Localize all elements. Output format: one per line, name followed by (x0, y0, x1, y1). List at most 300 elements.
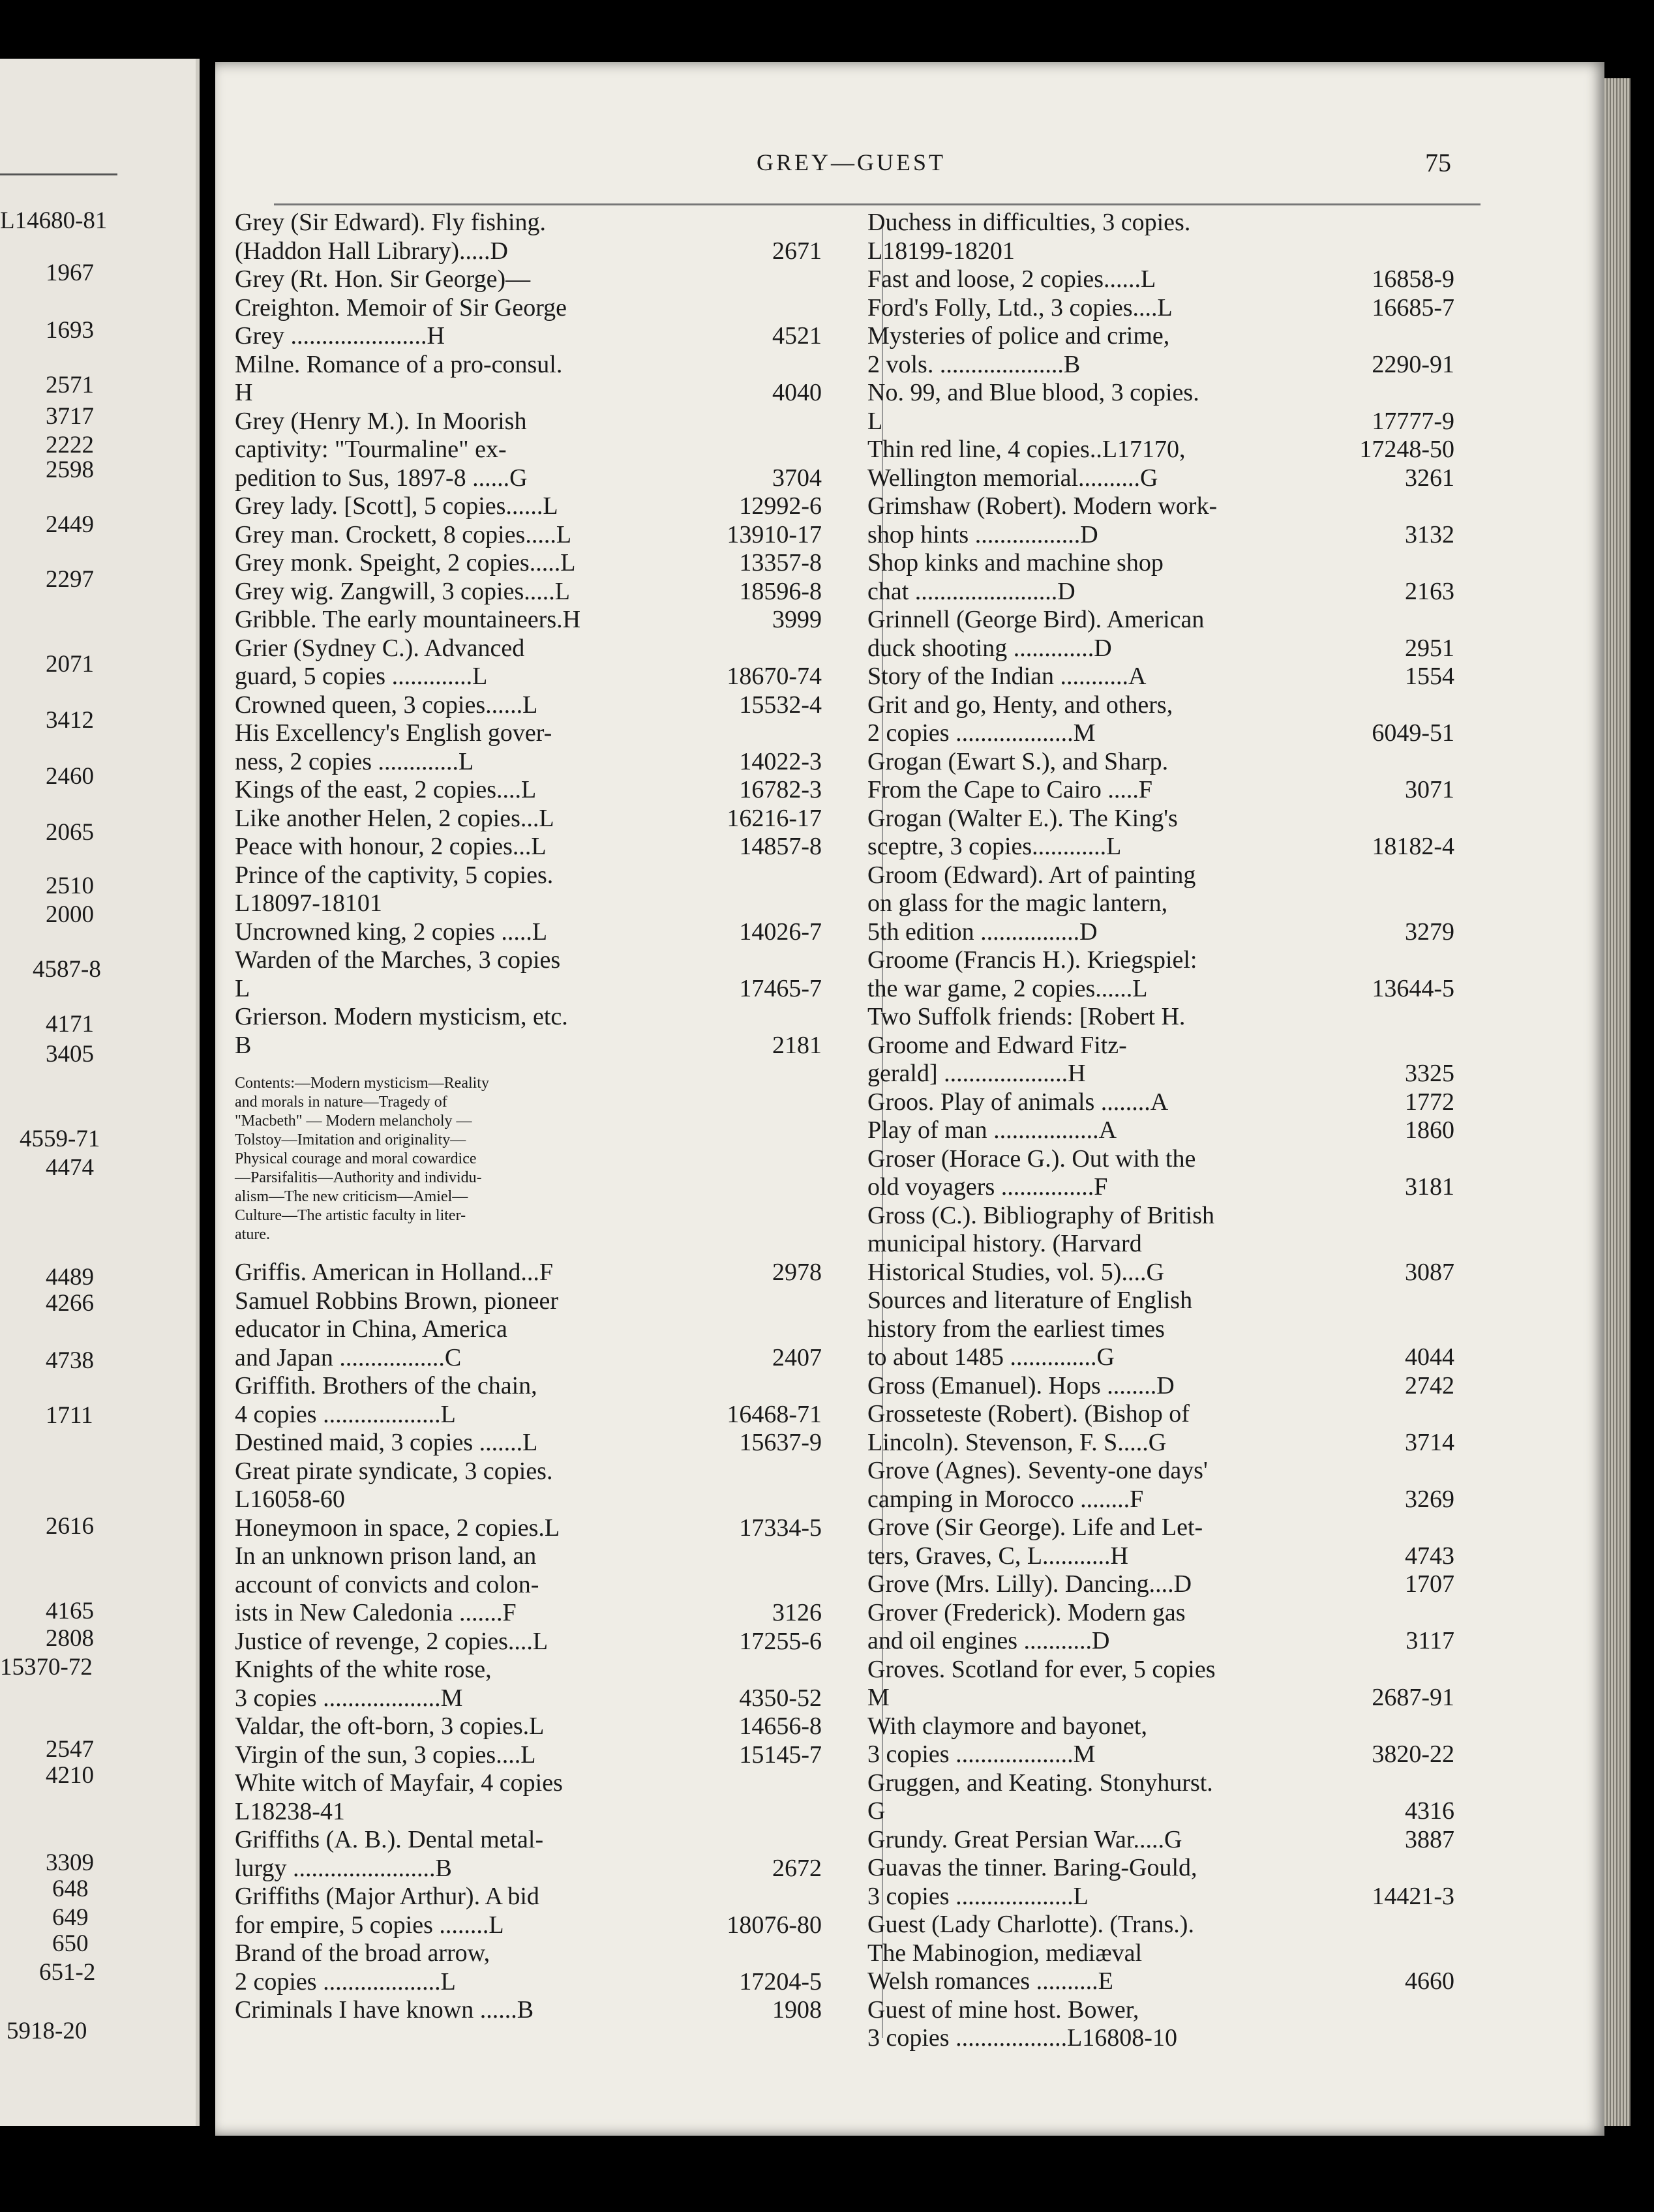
entry-text: Grit and go, Henty, and others, (867, 691, 1173, 719)
entry-text: B (235, 1031, 252, 1059)
entry-text: history from the earliest times (867, 1315, 1165, 1343)
index-line (235, 1996, 822, 2025)
entry-text: Grey (Sir Edward). Fly fishing. (235, 209, 547, 236)
entry-text: and oil engines ...........D (867, 1627, 1110, 1654)
entry-text: Two Suffolk friends: [Robert H. (867, 1003, 1186, 1030)
index-line (235, 833, 822, 861)
index-line (235, 1112, 822, 1131)
index-line (867, 1514, 1454, 1542)
entry-text: Grier (Sydney C.). Advanced (235, 634, 525, 662)
index-line (867, 1684, 1454, 1712)
entry-text: Fast and loose, 2 copies......L (867, 265, 1156, 293)
index-line (867, 889, 1454, 918)
left-page-number: 2449 (46, 511, 94, 538)
left-page-number: 4266 (46, 1290, 94, 1317)
index-line (867, 436, 1454, 464)
entry-text: Grey wig. Zangwill, 3 copies.....L (235, 577, 570, 605)
index-line (867, 663, 1454, 691)
left-page-number: 3309 (46, 1849, 94, 1876)
index-line (867, 408, 1454, 436)
entry-number: 13910-17 (727, 520, 822, 548)
entry-text: Grove (Agnes). Seventy-one days' (867, 1457, 1208, 1484)
index-line (235, 1826, 822, 1855)
index-line (235, 805, 822, 833)
entry-text: Guavas the tinner. Baring-Gould, (867, 1854, 1197, 1881)
index-line (235, 1188, 822, 1206)
index-line (235, 1939, 822, 1968)
entry-number: 2978 (772, 1259, 822, 1286)
entry-text: Samuel Robbins Brown, pioneer (235, 1287, 559, 1315)
entry-text: Ford's Folly, Ltd., 3 copies....L (867, 293, 1173, 321)
entry-text: Uncrowned king, 2 copies .....L (235, 918, 548, 946)
index-line (867, 1259, 1454, 1287)
entry-number: 3117 (1406, 1627, 1454, 1654)
index-line (867, 1343, 1454, 1372)
index-line (867, 464, 1454, 493)
index-line (235, 1150, 822, 1169)
index-line (235, 861, 822, 890)
entry-number: 17248-50 (1359, 436, 1454, 463)
index-line (867, 691, 1454, 720)
index-line (235, 1684, 822, 1713)
entry-number: 6049-51 (1372, 719, 1454, 747)
entry-text: on glass for the magic lantern, (867, 889, 1168, 917)
entry-text: camping in Morocco ........F (867, 1485, 1144, 1513)
entry-text: —Parsifalitis—Authority and individu- (235, 1169, 482, 1186)
index-line (867, 1854, 1454, 1883)
entry-text: Grimshaw (Robert). Modern work- (867, 492, 1218, 520)
entry-text: Prince of the captivity, 5 copies. (235, 861, 554, 889)
index-line (867, 1060, 1454, 1088)
entry-text: 3 copies ...................M (235, 1684, 463, 1712)
entry-text: M (867, 1684, 890, 1711)
index-line (867, 1911, 1454, 1939)
entry-text: Griffiths (Major Arthur). A bid (235, 1883, 539, 1910)
index-line (867, 294, 1454, 323)
entry-number: 3269 (1405, 1485, 1454, 1513)
entry-text: Guest (Lady Charlotte). (Trans.). (867, 1911, 1194, 1938)
index-line (867, 1939, 1454, 1968)
right-column (867, 209, 1454, 2053)
entry-number: 3887 (1405, 1825, 1454, 1853)
entry-text: Justice of revenge, 2 copies....L (235, 1627, 549, 1655)
entry-text: L16058-60 (235, 1486, 345, 1513)
index-line (867, 776, 1454, 805)
index-line (235, 1169, 822, 1188)
entry-text: Grogan (Walter E.). The King's (867, 804, 1178, 832)
index-line (235, 1060, 822, 1074)
entry-number: 3820-22 (1372, 1741, 1454, 1768)
index-line (867, 1457, 1454, 1486)
left-page-number: 1711 (46, 1402, 93, 1429)
entry-number: 14656-8 (739, 1712, 822, 1740)
index-line (235, 379, 822, 408)
index-line (235, 1206, 822, 1225)
index-line (235, 1968, 822, 1997)
entry-number: 17255-6 (739, 1627, 822, 1655)
entry-number: 2290-91 (1372, 350, 1454, 378)
index-line (235, 1712, 822, 1741)
index-line (235, 1372, 822, 1401)
index-line (867, 606, 1454, 635)
entry-text: for empire, 5 copies ........L (235, 1911, 504, 1939)
index-line (867, 635, 1454, 663)
entry-text: Groome and Edward Fitz- (867, 1031, 1127, 1059)
entry-number: 3181 (1405, 1173, 1454, 1201)
left-page-number: 651-2 (39, 1959, 96, 1986)
running-head: GREY—GUEST (757, 149, 946, 175)
index-line (867, 2024, 1454, 2053)
entry-text: Grundy. Great Persian War.....G (867, 1825, 1182, 1853)
entry-number: 15637-9 (739, 1429, 822, 1456)
index-line (235, 1131, 822, 1150)
entry-text: Creighton. Memoir of Sir George (235, 293, 567, 321)
entry-text: Griffis. American in Holland...F (235, 1259, 553, 1286)
index-line (235, 1344, 822, 1373)
left-page-number: 2000 (46, 901, 94, 928)
entry-number: 2742 (1405, 1371, 1454, 1399)
entry-text: Duchess in difficulties, 3 copies. (867, 209, 1191, 236)
entry-text: Peace with honour, 2 copies...L (235, 833, 547, 860)
index-line (867, 1769, 1454, 1798)
index-line (235, 1401, 822, 1429)
entry-text: Grey lady. [Scott], 5 copies......L (235, 492, 558, 520)
entry-number: 3261 (1405, 464, 1454, 492)
entry-text: With claymore and bayonet, (867, 1712, 1147, 1740)
index-line (867, 1570, 1454, 1599)
entry-text: Grosseteste (Robert). (Bishop of (867, 1400, 1190, 1427)
index-line (235, 209, 822, 237)
entry-text: 4 copies ...................L (235, 1400, 456, 1428)
entry-text: ature. (235, 1226, 270, 1243)
index-line (867, 1230, 1454, 1259)
entry-text: Sources and literature of English (867, 1287, 1193, 1314)
index-line (235, 1457, 822, 1486)
entry-text: White witch of Mayfair, 4 copies (235, 1769, 563, 1797)
index-line (235, 322, 822, 351)
entry-text: Story of the Indian ...........A (867, 663, 1147, 690)
entry-text: to about 1485 ..............G (867, 1343, 1115, 1371)
index-line (867, 521, 1454, 550)
index-line (235, 1315, 822, 1344)
entry-text: ists in New Caledonia .......F (235, 1599, 517, 1626)
index-line (235, 1855, 822, 1883)
entry-text: 3 copies ..................L16808-10 (867, 2024, 1177, 2052)
entry-text: Mysteries of police and crime, (867, 322, 1170, 350)
left-page-number: 1967 (46, 260, 94, 286)
entry-number: 14421-3 (1372, 1882, 1454, 1910)
entry-number: 16685-7 (1372, 293, 1454, 321)
index-line (867, 492, 1454, 521)
index-line (235, 1259, 822, 1287)
left-page-number: 4165 (46, 1598, 94, 1624)
index-line (235, 1225, 822, 1244)
entry-text: Groome (Francis H.). Kriegspiel: (867, 946, 1197, 974)
left-page-number: 3412 (46, 707, 94, 734)
index-line (867, 748, 1454, 777)
index-line (235, 1486, 822, 1514)
entry-text: Lincoln). Stevenson, F. S.....G (867, 1428, 1167, 1456)
left-page-number: 4738 (46, 1347, 94, 1374)
index-line (235, 1074, 822, 1093)
entry-text: (Haddon Hall Library).....D (235, 237, 508, 265)
entry-text: L18238-41 (235, 1797, 345, 1825)
page-edge (1604, 78, 1631, 2126)
index-line (867, 1826, 1454, 1855)
entry-text: Griffiths (A. B.). Dental metal- (235, 1826, 544, 1853)
left-page-number: 4474 (46, 1154, 94, 1181)
entry-text: "Macbeth" — Modern melancholy — (235, 1113, 472, 1129)
entry-number: 3704 (772, 464, 822, 492)
index-line (235, 492, 822, 521)
index-line (867, 946, 1454, 975)
index-line (867, 1883, 1454, 1911)
index-line (867, 975, 1454, 1004)
entry-text: Shop kinks and machine shop (867, 549, 1164, 576)
left-page-number: 2547 (46, 1736, 94, 1763)
entry-text: duck shooting .............D (867, 634, 1112, 662)
index-line (235, 1798, 822, 1827)
entry-text: educator in China, America (235, 1315, 507, 1343)
left-page-number: 2808 (46, 1625, 94, 1652)
entry-number: 1554 (1405, 663, 1454, 690)
entry-text: 5th edition ................D (867, 918, 1098, 946)
entry-text: L18199-18201 (867, 237, 1015, 265)
entry-text: Destined maid, 3 copies .......L (235, 1429, 538, 1456)
entry-text: Crowned queen, 3 copies......L (235, 691, 538, 719)
index-line (867, 209, 1454, 237)
entry-text: Grey man. Crockett, 8 copies.....L (235, 520, 572, 548)
entry-text: Great pirate syndicate, 3 copies. (235, 1457, 553, 1485)
left-page-number: 4559-71 (20, 1126, 100, 1152)
entry-number: 3279 (1405, 918, 1454, 946)
left-page-number: L14680-81 (0, 207, 108, 234)
index-line (867, 1088, 1454, 1117)
entry-number: 3325 (1405, 1060, 1454, 1087)
entry-number: 12992-6 (739, 492, 822, 520)
entry-text: Groser (Horace G.). Out with the (867, 1144, 1196, 1173)
left-page-number: 2297 (46, 566, 94, 593)
index-line (235, 549, 822, 578)
index-line (235, 719, 822, 748)
index-line (235, 1769, 822, 1798)
entry-text: No. 99, and Blue blood, 3 copies. (867, 379, 1199, 406)
entry-text: Virgin of the sun, 3 copies....L (235, 1741, 536, 1769)
left-page-number: 2598 (46, 456, 94, 483)
left-page-number: 15370-72 (0, 1654, 93, 1681)
entry-number: 2163 (1405, 577, 1454, 605)
entry-number: 17204-5 (739, 1967, 822, 1995)
entry-number: 4044 (1405, 1343, 1454, 1371)
entry-text: Welsh romances ..........E (867, 1967, 1113, 1995)
entry-text: Griffith. Brothers of the chain, (235, 1372, 537, 1399)
entry-number: 16858-9 (1372, 265, 1454, 293)
entry-text: L (867, 407, 883, 435)
entry-text: shop hints .................D (867, 520, 1098, 548)
index-line (235, 1287, 822, 1316)
entry-text: Criminals I have known ......B (235, 1996, 534, 2024)
entry-number: 15532-4 (739, 691, 822, 719)
entry-number: 4743 (1405, 1542, 1454, 1570)
entry-text: Knights of the white rose, (235, 1656, 492, 1683)
entry-number: 2951 (1405, 634, 1454, 662)
index-line (867, 1202, 1454, 1231)
entry-text: 3 copies ...................M (867, 1741, 1096, 1768)
index-line (867, 1315, 1454, 1344)
index-line (867, 1712, 1454, 1741)
left-page-number: 2222 (46, 432, 94, 458)
entry-text: 3 copies ...................L (867, 1882, 1089, 1910)
entry-text: sceptre, 3 copies............L (867, 833, 1122, 860)
left-page-number: 2510 (46, 873, 94, 899)
index-line (235, 1883, 822, 1911)
entry-number: 16782-3 (739, 776, 822, 803)
entry-text: Wellington memorial..........G (867, 464, 1158, 492)
left-page-number: 4171 (46, 1011, 94, 1038)
index-line (867, 1627, 1454, 1656)
entry-text: Gross (C.). Bibliography of British (867, 1201, 1214, 1229)
left-page-number: 3717 (46, 403, 94, 430)
entry-text: Kings of the east, 2 copies....L (235, 776, 537, 803)
index-line (235, 1032, 822, 1060)
index-line (867, 833, 1454, 861)
entry-number: 4660 (1405, 1967, 1454, 1995)
index-line (867, 1372, 1454, 1401)
entry-text: old voyagers ...............F (867, 1173, 1108, 1201)
entry-text: Grey (Henry M.). In Moorish (235, 407, 527, 435)
entry-number: 4521 (772, 322, 822, 350)
index-line (867, 549, 1454, 578)
entry-number: 14857-8 (739, 833, 822, 860)
entry-text: H (235, 379, 253, 406)
left-page-number: 2071 (46, 651, 94, 678)
entry-text: Gruggen, and Keating. Stonyhurst. (867, 1769, 1213, 1797)
index-line (867, 237, 1454, 266)
entry-number: 3071 (1405, 776, 1454, 803)
index-line (235, 1093, 822, 1112)
entry-text: Play of man .................A (867, 1116, 1117, 1144)
entry-text: Grove (Mrs. Lilly). Dancing....D (867, 1570, 1192, 1598)
index-line (867, 265, 1454, 294)
index-line (235, 1244, 822, 1259)
index-line (235, 776, 822, 805)
entry-text: His Excellency's English gover- (235, 719, 552, 747)
entry-text: Gribble. The early mountaineers.H (235, 606, 581, 633)
left-page-number: 649 (52, 1904, 89, 1931)
left-page-number: 2571 (46, 372, 94, 398)
entry-number: 13357-8 (739, 549, 822, 576)
index-line (867, 1116, 1454, 1145)
entry-text: municipal history. (Harvard (867, 1230, 1142, 1257)
index-line (235, 521, 822, 550)
entry-text: Culture—The artistic faculty in liter- (235, 1207, 466, 1224)
entry-text: 2 copies ...................L (235, 1967, 456, 1995)
index-line (235, 408, 822, 436)
entry-text: Grinnell (George Bird). American (867, 606, 1205, 633)
entry-number: 1908 (772, 1996, 822, 2024)
index-line (867, 805, 1454, 833)
entry-number: 15145-7 (739, 1741, 822, 1769)
entry-number: 16468-71 (727, 1400, 822, 1428)
left-page-number: 1693 (46, 317, 94, 344)
entry-number: 3126 (772, 1599, 822, 1626)
index-line (867, 1797, 1454, 1826)
entry-number: 14026-7 (739, 918, 822, 946)
entry-text: gerald] ....................H (867, 1060, 1086, 1087)
entry-text: Groom (Edward). Art of painting (867, 861, 1196, 889)
index-line (867, 1287, 1454, 1315)
entry-text: In an unknown prison land, an (235, 1542, 537, 1570)
index-line (867, 351, 1454, 380)
entry-number: 4040 (772, 379, 822, 406)
index-line (867, 861, 1454, 890)
entry-text: Grierson. Modern mysticism, etc. (235, 1003, 568, 1030)
entry-text: Gross (Emanuel). Hops ........D (867, 1371, 1175, 1399)
entry-number: 18182-4 (1372, 833, 1454, 860)
index-line (867, 1656, 1454, 1684)
index-line (867, 1542, 1454, 1571)
entry-text: and Japan .................C (235, 1343, 462, 1371)
entry-number: 4350-52 (739, 1684, 822, 1712)
index-line (867, 719, 1454, 748)
index-line (235, 1514, 822, 1543)
entry-text: Valdar, the oft-born, 3 copies.L (235, 1712, 545, 1740)
index-line (235, 975, 822, 1004)
index-line (235, 578, 822, 606)
entry-text: Brand of the broad arrow, (235, 1939, 490, 1967)
entry-number: 2672 (772, 1854, 822, 1882)
index-line (235, 436, 822, 464)
index-line (867, 1996, 1454, 2025)
entry-text: Groos. Play of animals ........A (867, 1088, 1169, 1116)
index-line (867, 1173, 1454, 1202)
entry-number: 2671 (772, 237, 822, 265)
index-line (867, 1400, 1454, 1429)
index-line (235, 1656, 822, 1684)
index-line (867, 1741, 1454, 1769)
index-line (235, 1911, 822, 1940)
entry-text: Grove (Sir George). Life and Let- (867, 1514, 1203, 1541)
index-line (235, 294, 822, 323)
entry-text: 2 copies ...................M (867, 719, 1096, 747)
index-line (235, 663, 822, 691)
index-line (867, 1486, 1454, 1514)
index-line (867, 1429, 1454, 1457)
index-line (235, 265, 822, 294)
index-line (235, 1628, 822, 1656)
index-line (867, 1145, 1454, 1174)
entry-number: 14022-3 (739, 747, 822, 775)
index-line (235, 1542, 822, 1571)
entry-number: 13644-5 (1372, 974, 1454, 1002)
index-line (235, 1599, 822, 1628)
entry-text: Tolstoy—Imitation and originality— (235, 1131, 466, 1148)
entry-text: and morals in nature—Tragedy of (235, 1094, 447, 1111)
entry-text: pedition to Sus, 1897-8 ......G (235, 464, 528, 492)
entry-text: Guest of mine host. Bower, (867, 1995, 1139, 2024)
left-column (235, 209, 822, 2025)
entry-text: the war game, 2 copies......L (867, 974, 1148, 1002)
entry-text: Grey ......................H (235, 322, 445, 350)
left-page-number: 2460 (46, 763, 94, 790)
entry-number: 18670-74 (727, 663, 822, 690)
entry-number: 1772 (1405, 1088, 1454, 1116)
index-line (235, 635, 822, 663)
entry-number: 2687-91 (1372, 1684, 1454, 1711)
index-line (235, 464, 822, 493)
left-page-number: 4587-8 (33, 956, 101, 983)
left-page-number: 650 (52, 1930, 89, 1957)
